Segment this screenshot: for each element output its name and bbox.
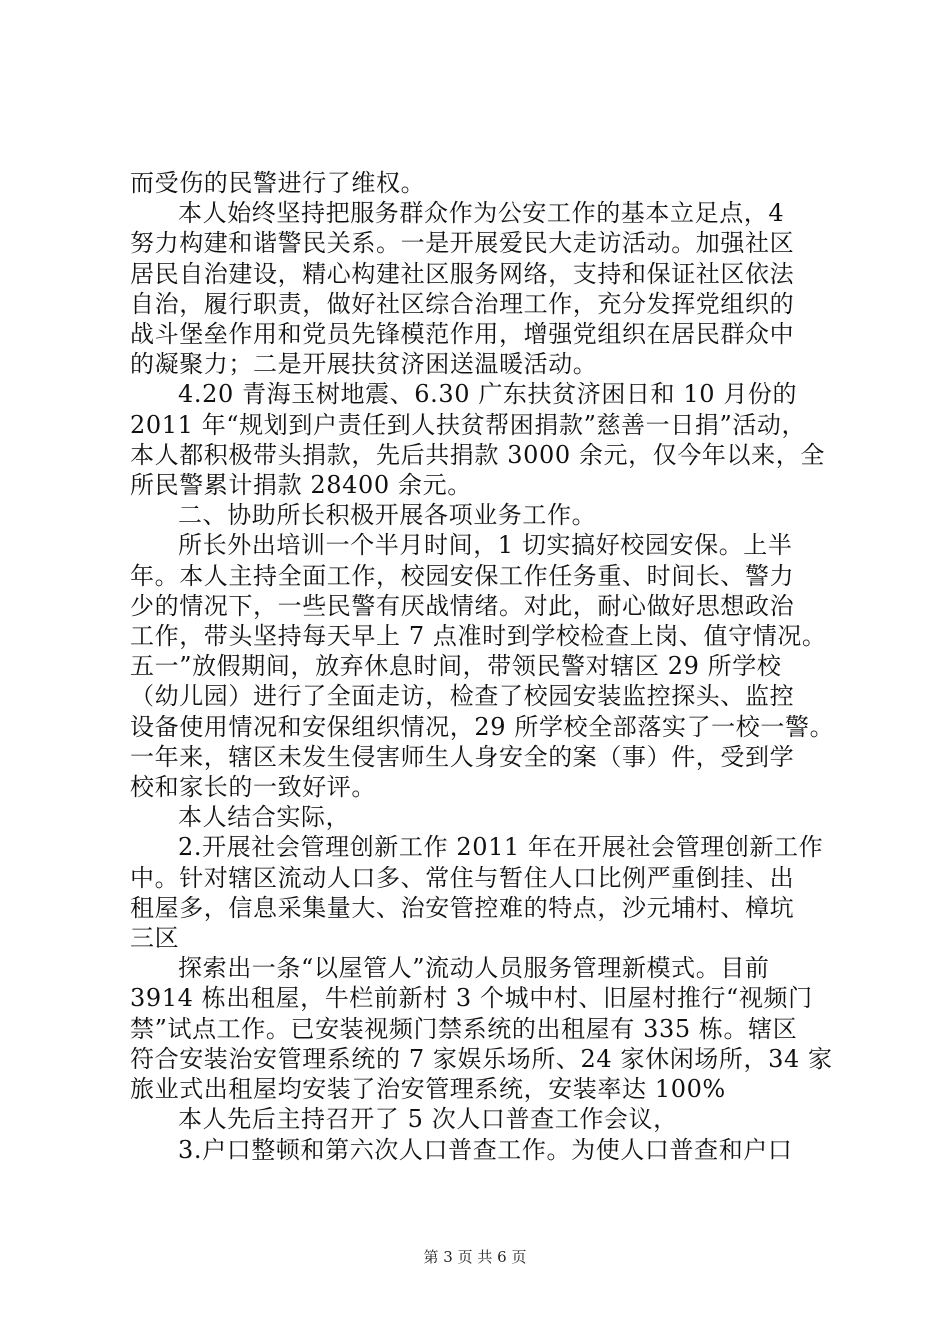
text-line: 而受伤的民警进行了维权。: [130, 169, 426, 197]
text-line: 本人都积极带头捐款，先后共捐款 3000 余元，仅今年以来，全: [130, 440, 825, 469]
text-line: 所长外出培训一个半月时间，1 切实搞好校园安保。上半: [178, 531, 793, 560]
text-line: 居民自治建设，精心构建社区服务网络，支持和保证社区依法: [130, 259, 795, 288]
text-line: 中。针对辖区流动人口多、常住与暂住人口比例严重倒挂、出: [130, 863, 795, 892]
text-line: 4.20 青海玉树地震、6.30 广东扶贫济困日和 10 月份的: [178, 380, 798, 409]
text-line: 探索出一条“以屋管人”流动人员服务管理新模式。目前: [178, 954, 770, 983]
text-line: 三区: [130, 924, 180, 953]
text-line: 3.户口整顿和第六次人口普查工作。为使人口普查和户口: [178, 1135, 793, 1164]
text-line: 校和家长的一致好评。: [130, 773, 376, 802]
text-line: 少的情况下，一些民警有厌战情绪。对此，耐心做好思想政治: [130, 591, 795, 620]
text-line: 本人先后主持召开了 5 次人口普查工作会议，: [178, 1105, 678, 1134]
page-number-footer: 第 3 页 共 6 页: [423, 1248, 527, 1266]
section-heading: 二、协助所长积极开展各项业务工作。: [178, 501, 597, 530]
text-line: 年。本人主持全面工作，校园安保工作任务重、时间长、警力: [130, 561, 795, 590]
document-body: [130, 168, 835, 1165]
text-line: 旅业式出租屋均安装了治安管理系统，安装率达 100%: [130, 1075, 726, 1104]
text-line: 五一”放假期间，放弃休息时间，带领民警对辖区 29 所学校: [130, 652, 782, 681]
text-line: 本人结合实际，: [178, 803, 351, 832]
text-line: 一年来，辖区未发生侵害师生人身安全的案（事）件，受到学: [130, 742, 795, 771]
text-line: 符合安装治安管理系统的 7 家娱乐场所、24 家休闲场所，34 家: [130, 1044, 833, 1073]
text-line: 自治，履行职责，做好社区综合治理工作，充分发挥党组织的: [130, 289, 795, 318]
text-line: 战斗堡垒作用和党员先锋模范作用，增强党组织在居民群众中: [130, 320, 795, 349]
text-line: 所民警累计捐款 28400 余元。: [130, 471, 472, 500]
text-line: 努力构建和谐警民关系。一是开展爱民大走访活动。加强社区: [130, 229, 795, 258]
text-line: 禁”试点工作。已安装视频门禁系统的出租屋有 335 栋。辖区: [130, 1014, 798, 1043]
text-line: 3914 栋出租屋，牛栏前新村 3 个城中村、旧屋村推行“视频门: [130, 984, 813, 1013]
text-line: 2011 年“规划到户责任到人扶贫帮困捐款”慈善一日捐”活动，: [130, 410, 807, 439]
text-line: 的凝聚力；二是开展扶贫济困送温暖活动。: [130, 350, 598, 379]
text-line: 设备使用情况和安保组织情况，29 所学校全部落实了一校一警。: [130, 712, 835, 741]
text-line: 本人始终坚持把服务群众作为公安工作的基本立足点，4: [178, 199, 785, 228]
text-line: 工作，带头坚持每天早上 7 点准时到学校检查上岗、值守情况。: [130, 622, 827, 651]
text-line: （幼儿园）进行了全面走访，检查了校园安装监控探头、监控: [130, 682, 795, 711]
text-line: 租屋多，信息采集量大、治安管控难的特点，沙元埔村、樟坑: [130, 893, 795, 922]
text-line: 2.开展社会管理创新工作 2011 年在开展社会管理创新工作: [178, 833, 824, 862]
